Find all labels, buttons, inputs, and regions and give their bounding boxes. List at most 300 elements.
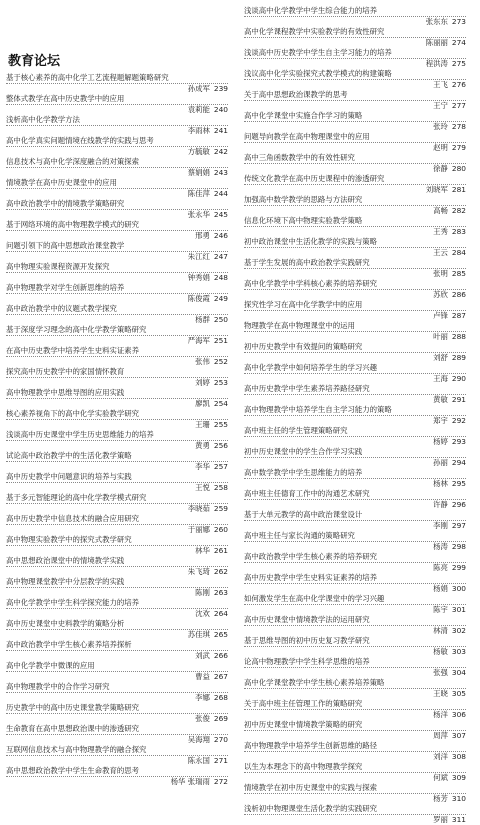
entry-author: 王秀 — [433, 226, 448, 236]
entry-title: 高中政治教学中的议题式教学探究 — [6, 304, 117, 313]
entry-author: 王珊 — [195, 419, 210, 429]
entry-meta — [244, 793, 466, 804]
entry-author: 曹益 — [195, 671, 210, 681]
entry-page: 277 — [451, 100, 466, 110]
entry-page: 270 — [213, 734, 228, 744]
entry-page: 279 — [451, 142, 466, 152]
entry-title: 基于思维导图的初中历史复习教学研究 — [244, 636, 370, 645]
entry-author: 张东东 — [425, 16, 448, 26]
toc-entry — [6, 472, 228, 492]
entry-meta — [6, 545, 228, 556]
entry-title: 浅谈高中化学教学中学生综合能力的培养 — [244, 6, 378, 15]
entry-meta — [244, 667, 466, 678]
entry-author: 王晓 — [433, 688, 448, 698]
entry-meta — [6, 419, 228, 430]
entry-page: 289 — [451, 352, 466, 362]
entry-author: 何斌 — [433, 772, 448, 782]
entry-meta — [244, 415, 466, 426]
toc-entry — [244, 132, 466, 152]
left-column — [6, 0, 228, 787]
entry-author: 刘晓军 — [425, 184, 448, 194]
entry-meta — [6, 335, 228, 346]
toc-entry — [6, 157, 228, 177]
entry-page: 285 — [451, 268, 466, 278]
toc-entry — [6, 304, 228, 324]
toc-entry — [244, 531, 466, 551]
entry-meta — [244, 310, 466, 321]
left-entry-list — [6, 73, 228, 786]
entry-page: 292 — [451, 415, 466, 425]
entry-page: 309 — [451, 772, 466, 782]
entry-page: 269 — [213, 713, 228, 723]
entry-title: 高中班主任德育工作中的沟通艺术研究 — [244, 489, 370, 498]
entry-page: 243 — [213, 167, 228, 177]
entry-page: 288 — [451, 331, 466, 341]
entry-meta — [244, 79, 466, 90]
entry-page: 301 — [451, 604, 466, 614]
entry-title: 基于大单元教学的高中政治课堂设计 — [244, 510, 363, 519]
entry-page: 287 — [451, 310, 466, 320]
entry-author: 高畅 — [433, 205, 448, 215]
entry-author: 王飞 — [433, 79, 448, 89]
entry-page: 274 — [451, 37, 466, 47]
entry-author: 刘舒 — [433, 352, 448, 362]
entry-page: 248 — [213, 272, 228, 282]
entry-title: 高中政治教学中的情境教学策略研究 — [6, 199, 125, 208]
entry-title: 如何激发学生在高中化学课堂中的学习兴趣 — [244, 594, 385, 603]
entry-page: 254 — [213, 398, 228, 408]
entry-title: 高中历史课堂中情境教学法的运用研究 — [244, 615, 370, 624]
entry-author: 杨芳 — [433, 793, 448, 803]
entry-page: 297 — [451, 520, 466, 530]
entry-meta — [244, 58, 466, 69]
toc-entry — [6, 367, 228, 387]
toc-entry — [244, 447, 466, 467]
entry-meta — [6, 566, 228, 577]
entry-title: 情境教学在高中历史课堂中的应用 — [6, 178, 117, 187]
entry-page: 245 — [213, 209, 228, 219]
entry-page: 251 — [213, 335, 228, 345]
entry-author: 林清 — [433, 625, 448, 635]
entry-meta — [6, 461, 228, 472]
toc-entry — [6, 73, 228, 93]
toc-entry — [6, 703, 228, 723]
toc-entry — [244, 762, 466, 782]
entry-meta — [244, 814, 466, 825]
toc-entry — [6, 262, 228, 282]
entry-title: 信息化环境下高中物理实验教学策略 — [244, 216, 363, 225]
entry-title: 高中物理教学中思维导图的应用实践 — [6, 388, 125, 397]
entry-title: 高中班主任与家长沟通的策略研究 — [244, 531, 355, 540]
entry-page: 306 — [451, 709, 466, 719]
entry-meta — [244, 226, 466, 237]
entry-meta — [6, 125, 228, 136]
entry-page: 266 — [213, 650, 228, 660]
toc-entry — [244, 783, 466, 803]
entry-meta — [6, 188, 228, 199]
toc-entry — [244, 195, 466, 215]
entry-title: 高中物理实验课程资源开发探究 — [6, 262, 110, 271]
entry-page: 250 — [213, 314, 228, 324]
entry-page: 290 — [451, 373, 466, 383]
entry-title: 高中化学教学中学科核心素养的培养研究 — [244, 279, 378, 288]
toc-entry — [6, 346, 228, 366]
entry-title: 高中物理教学对学生创新思维的培养 — [6, 283, 125, 292]
toc-entry — [6, 619, 228, 639]
entry-author: 孙丽 — [433, 457, 448, 467]
entry-meta — [6, 377, 228, 388]
entry-page: 263 — [213, 587, 228, 597]
toc-entry — [244, 594, 466, 614]
entry-title: 基于核心素养的高中化学工艺流程题解题策略研究 — [6, 73, 169, 82]
entry-page: 305 — [451, 688, 466, 698]
entry-title: 初中历史教学中有效提问的策略研究 — [244, 342, 363, 351]
entry-meta — [244, 205, 466, 216]
entry-title: 高中政治教学中学生核心素养的培养研究 — [244, 552, 378, 561]
entry-page: 255 — [213, 419, 228, 429]
entry-meta — [6, 734, 228, 745]
toc-entry — [244, 384, 466, 404]
toc-entry — [244, 615, 466, 635]
toc-entry — [244, 69, 466, 89]
entry-page: 239 — [213, 83, 228, 93]
entry-author: 赵明 — [433, 142, 448, 152]
entry-page: 262 — [213, 566, 228, 576]
entry-author: 孙成军 — [187, 83, 210, 93]
entry-title: 情境教学在初中历史课堂中的实践与探索 — [244, 783, 378, 792]
entry-page: 300 — [451, 583, 466, 593]
entry-author: 程洪涛 — [425, 58, 448, 68]
toc-entry — [6, 451, 228, 471]
entry-title: 信息技术与高中化学深度融合的对策探索 — [6, 157, 140, 166]
entry-title: 整体式教学在高中历史教学中的应用 — [6, 94, 125, 103]
entry-page: 273 — [451, 16, 466, 26]
entry-title: 高中化学课堂中实施合作学习的策略 — [244, 111, 363, 120]
entry-author: 朱江红 — [187, 251, 210, 261]
entry-author: 林华 — [195, 545, 210, 555]
entry-meta — [244, 478, 466, 489]
entry-author: 卢锋 — [433, 310, 448, 320]
toc-entry — [244, 279, 466, 299]
entry-meta — [244, 688, 466, 699]
toc-entry — [244, 468, 466, 488]
entry-page: 247 — [213, 251, 228, 261]
toc-entry — [244, 405, 466, 425]
toc-entry — [244, 174, 466, 194]
entry-page: 241 — [213, 125, 228, 135]
entry-meta — [244, 373, 466, 384]
entry-title: 高中历史教学中问题意识的培养与实践 — [6, 472, 132, 481]
entry-author: 陈刚 — [195, 587, 210, 597]
entry-author: 苏佳琪 — [187, 629, 210, 639]
entry-meta — [244, 436, 466, 447]
toc-entry — [6, 535, 228, 555]
entry-meta — [6, 755, 228, 766]
entry-author: 王宁 — [433, 100, 448, 110]
section-title: 教育论坛 — [8, 54, 61, 69]
entry-page: 258 — [213, 482, 228, 492]
entry-page: 261 — [213, 545, 228, 555]
toc-entry — [244, 489, 466, 509]
toc-entry — [6, 220, 228, 240]
entry-title: 浅析高中化学教学方法 — [6, 115, 80, 124]
entry-author: 张永华 — [187, 209, 210, 219]
entry-meta — [244, 520, 466, 531]
entry-meta — [6, 776, 228, 787]
entry-author: 张明 — [433, 268, 448, 278]
entry-title: 探究性学习在高中化学教学中的应用 — [244, 300, 363, 309]
entry-title: 论高中物理教学中学生科学思维的培养 — [244, 657, 370, 666]
toc-entry — [6, 556, 228, 576]
toc-entry — [6, 283, 228, 303]
toc-entry — [6, 388, 228, 408]
entry-meta — [244, 709, 466, 720]
entry-meta — [244, 163, 466, 174]
entry-meta — [6, 503, 228, 514]
entry-author: 李晓茹 — [187, 503, 210, 513]
entry-title: 浅议高中化学实验探究式教学模式的构建策略 — [244, 69, 392, 78]
entry-title: 基于学生发展的高中政治教学实践研究 — [244, 258, 370, 267]
entry-meta — [6, 608, 228, 619]
toc-entry — [6, 640, 228, 660]
entry-title: 浅析初中物理课堂生活化教学的实践研究 — [244, 804, 378, 813]
entry-author: 杨敏 — [433, 646, 448, 656]
entry-title: 问题引领下的高中思想政治课堂教学 — [6, 241, 125, 250]
entry-title: 关于高中班主任管理工作的策略研究 — [244, 699, 363, 708]
entry-page: 281 — [451, 184, 466, 194]
entry-meta — [244, 16, 466, 27]
toc-entry — [6, 598, 228, 618]
entry-author: 严海军 — [187, 335, 210, 345]
toc-entry — [6, 766, 228, 786]
entry-page: 246 — [213, 230, 228, 240]
entry-page: 307 — [451, 730, 466, 740]
entry-page: 249 — [213, 293, 228, 303]
entry-author: 陈俊霞 — [187, 293, 210, 303]
entry-title: 高中化学课堂教学中学生核心素养培养策略 — [244, 678, 385, 687]
entry-title: 浅谈高中历史课堂中学生历史思维能力的培养 — [6, 430, 154, 439]
entry-author: 李华 — [195, 461, 210, 471]
entry-meta — [6, 524, 228, 535]
toc-entry — [6, 409, 228, 429]
entry-author: 张伟 — [195, 356, 210, 366]
entry-meta — [6, 83, 228, 94]
entry-title: 高中思想政治课堂中的情境教学实践 — [6, 556, 125, 565]
toc-entry — [6, 514, 228, 534]
entry-title: 传统文化教学在高中历史课程中的渗透研究 — [244, 174, 385, 183]
entry-author: 邢勇 — [195, 230, 210, 240]
entry-page: 276 — [451, 79, 466, 89]
entry-meta — [6, 587, 228, 598]
entry-meta — [6, 104, 228, 115]
toc-entry — [244, 426, 466, 446]
entry-page: 252 — [213, 356, 228, 366]
entry-meta — [244, 541, 466, 552]
toc-entry — [244, 321, 466, 341]
entry-author: 叶丽 — [433, 331, 448, 341]
entry-page: 244 — [213, 188, 228, 198]
entry-meta — [244, 583, 466, 594]
toc-entry — [244, 48, 466, 68]
entry-meta — [244, 646, 466, 657]
toc-entry — [244, 657, 466, 677]
entry-page: 299 — [451, 562, 466, 572]
entry-author: 沈欢 — [195, 608, 210, 618]
toc-entry — [244, 699, 466, 719]
entry-author: 陈亮 — [433, 562, 448, 572]
toc-entry — [244, 258, 466, 278]
toc-entry — [244, 678, 466, 698]
entry-meta — [244, 457, 466, 468]
entry-author: 杨林 — [433, 478, 448, 488]
entry-meta — [244, 604, 466, 615]
entry-author: 李刚 — [433, 520, 448, 530]
entry-meta — [6, 650, 228, 661]
entry-author: 黄敏 — [433, 394, 448, 404]
entry-page: 259 — [213, 503, 228, 513]
entry-meta — [244, 100, 466, 111]
toc-entry — [6, 661, 228, 681]
entry-author: 李雨林 — [187, 125, 210, 135]
entry-author: 杨群 — [195, 314, 210, 324]
toc-entry — [244, 804, 466, 824]
entry-author: 杨娟 — [433, 583, 448, 593]
entry-title: 试论高中政治教学中的生活化教学策略 — [6, 451, 132, 460]
entry-title: 探究高中历史教学中的家国情怀教育 — [6, 367, 125, 376]
entry-meta — [244, 37, 466, 48]
entry-title: 互联网信息技术与高中物理教学的融合探究 — [6, 745, 147, 754]
entry-page: 303 — [451, 646, 466, 656]
toc-entry — [244, 363, 466, 383]
entry-page: 286 — [451, 289, 466, 299]
entry-title: 高中数学教学中学生思维能力的培养 — [244, 468, 363, 477]
entry-title: 初中历史课堂中的学生合作学习实践 — [244, 447, 363, 456]
entry-title: 加强高中数学教学的思路与方法研究 — [244, 195, 363, 204]
entry-title: 高中历史教学中学生史料实证素养的培养 — [244, 573, 378, 582]
toc-entry — [6, 241, 228, 261]
right-entry-list — [244, 6, 466, 824]
entry-author: 杨华 张瑞雨 — [170, 776, 210, 786]
entry-page: 296 — [451, 499, 466, 509]
toc-entry — [244, 552, 466, 572]
entry-author: 杨婷 — [433, 436, 448, 446]
entry-page: 242 — [213, 146, 228, 156]
entry-meta — [244, 352, 466, 363]
toc-entry — [244, 342, 466, 362]
entry-author: 刘婷 — [195, 377, 210, 387]
entry-meta — [6, 167, 228, 178]
entry-author: 陈佳萍 — [187, 188, 210, 198]
toc-entry — [244, 510, 466, 530]
entry-meta — [6, 692, 228, 703]
entry-title: 高中班主任的学生管理策略研究 — [244, 426, 348, 435]
entry-author: 朱飞琦 — [187, 566, 210, 576]
toc-entry — [6, 325, 228, 345]
entry-page: 271 — [213, 755, 228, 765]
toc-entry — [6, 94, 228, 114]
entry-meta — [244, 562, 466, 573]
entry-page: 280 — [451, 163, 466, 173]
entry-meta — [6, 272, 228, 283]
entry-author: 王悦 — [195, 482, 210, 492]
entry-title: 初中政治课堂中生活化教学的实践与策略 — [244, 237, 378, 246]
toc-entry — [244, 6, 466, 26]
entry-title: 高中物理教学中培养学生自主学习能力的策略 — [244, 405, 392, 414]
entry-author: 吴海翔 — [187, 734, 210, 744]
entry-page: 298 — [451, 541, 466, 551]
entry-page: 282 — [451, 205, 466, 215]
entry-meta — [6, 293, 228, 304]
entry-title: 关于高中思想政治课教学的思考 — [244, 90, 348, 99]
entry-page: 308 — [451, 751, 466, 761]
entry-meta — [6, 230, 228, 241]
entry-meta — [244, 772, 466, 783]
entry-meta — [6, 209, 228, 220]
entry-author: 蔡娟娟 — [187, 167, 210, 177]
entry-author: 张玲 — [433, 121, 448, 131]
toc-entry — [244, 720, 466, 740]
entry-title: 基于多元智能理论的高中化学教学模式研究 — [6, 493, 147, 502]
entry-meta — [244, 184, 466, 195]
toc-entry — [6, 577, 228, 597]
entry-title: 高中思想政治教学中学生生命教育的思考 — [6, 766, 140, 775]
entry-meta — [244, 121, 466, 132]
entry-title: 高中政治教学中学生核心素养培养探析 — [6, 640, 132, 649]
entry-author: 徐静 — [433, 163, 448, 173]
entry-page: 294 — [451, 457, 466, 467]
entry-meta — [244, 268, 466, 279]
toc-entry — [6, 724, 228, 744]
toc-entry — [6, 115, 228, 135]
entry-title: 高中物理教学中的合作学习研究 — [6, 682, 110, 691]
entry-author: 杨洋 — [433, 709, 448, 719]
entry-meta — [6, 482, 228, 493]
entry-title: 问题导向教学在高中物理课堂中的应用 — [244, 132, 370, 141]
entry-author: 郑宇 — [433, 415, 448, 425]
entry-title: 高中历史教学中学生素养培养路径研究 — [244, 384, 370, 393]
entry-page: 264 — [213, 608, 228, 618]
toc-entry — [244, 216, 466, 236]
entry-meta — [244, 499, 466, 510]
toc-entry — [6, 199, 228, 219]
entry-title: 物理教学在高中物理课堂中的运用 — [244, 321, 355, 330]
entry-page: 278 — [451, 121, 466, 131]
toc-entry — [244, 90, 466, 110]
entry-page: 284 — [451, 247, 466, 257]
entry-author: 于丽娜 — [187, 524, 210, 534]
entry-title: 核心素养视角下的高中化学实验教学研究 — [6, 409, 140, 418]
entry-author: 陈宇 — [433, 604, 448, 614]
entry-page: 293 — [451, 436, 466, 446]
entry-title: 高中物理教学中培养学生创新思维的路径 — [244, 741, 378, 750]
entry-title: 历史教学中的高中历史课堂教学策略研究 — [6, 703, 140, 712]
entry-page: 283 — [451, 226, 466, 236]
toc-entry — [244, 153, 466, 173]
entry-author: 罗丽 — [433, 814, 448, 824]
entry-author: 许静 — [433, 499, 448, 509]
entry-title: 高中化学课程教学中实验教学的有效性研究 — [244, 27, 385, 36]
toc-entry — [244, 27, 466, 47]
entry-author: 刘洋 — [433, 751, 448, 761]
entry-author: 刘武 — [195, 650, 210, 660]
entry-page: 256 — [213, 440, 228, 450]
entry-page: 311 — [451, 814, 466, 824]
entry-author: 王海 — [433, 373, 448, 383]
toc-entry — [6, 136, 228, 156]
entry-meta — [244, 289, 466, 300]
entry-meta — [6, 356, 228, 367]
entry-meta — [6, 146, 228, 157]
